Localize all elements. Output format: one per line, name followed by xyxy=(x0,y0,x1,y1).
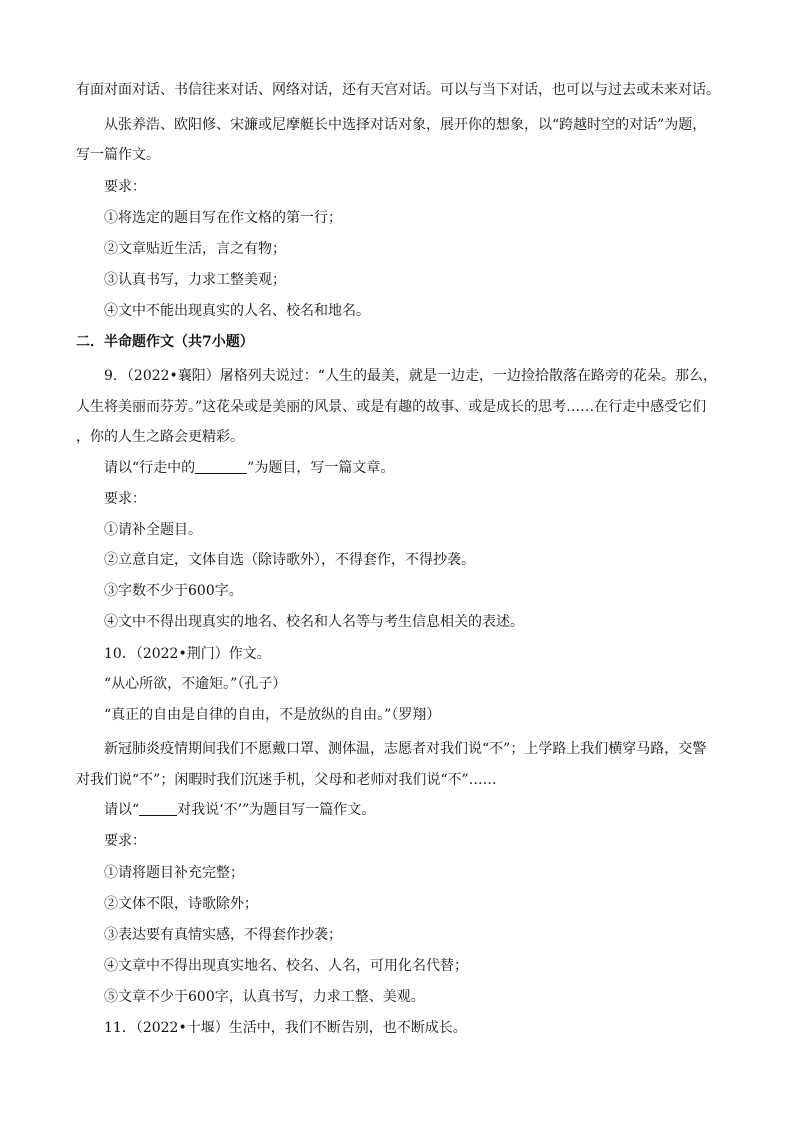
question-9-line: 9．（2022•襄阳）屠格列夫说过：“人生的最美，就是一边走，一边捡拾散落在路旁的花朵。那么， xyxy=(104,368,717,384)
fill-blank xyxy=(195,459,247,474)
quote-line: “从心所欲，不逾矩。”（孔子） xyxy=(104,676,287,692)
question-10-line: 10．（2022•荆门）作文。 xyxy=(104,646,271,662)
requirement-item: ④文中不能出现真实的人名、校名和地名。 xyxy=(104,303,370,319)
requirement-item: ⑤文章不少于600字，认真书写，力求工整、美观。 xyxy=(104,989,425,1005)
requirement-item: ①将选定的题目写在作文格的第一行； xyxy=(104,210,342,226)
question-11-line: 11．（2022•十堰）生活中，我们不断告别，也不断成长。 xyxy=(104,1020,467,1036)
requirement-item: ②文章贴近生活，言之有物； xyxy=(104,241,286,257)
paragraph-line: 有面对面对话、书信往来对话、网络对话，还有天宫对话。可以与当下对话，也可以与过去或未来对话。 xyxy=(76,82,720,98)
requirement-label: 要求： xyxy=(104,833,146,849)
paragraph-line: 写一篇作文。 xyxy=(76,147,160,163)
requirement-item: ①请将题目补充完整； xyxy=(104,865,244,881)
question-9-prompt xyxy=(104,459,394,477)
requirement-label: 要求： xyxy=(104,179,146,195)
question-9-line: 人生将美丽而芬芳。”这花朵或是美丽的风景、或是有趣的故事、或是成长的思考……在行走中感受它们 xyxy=(76,399,707,415)
question-9-line: ，你的人生之路会更精彩。 xyxy=(76,429,244,445)
prompt-text: ”为题目，写一篇文章。 xyxy=(247,460,395,476)
question-10-prompt xyxy=(104,801,375,819)
question-10-line: 对我们说“不”；闲暇时我们沉迷手机，父母和老师对我们说“不”…… xyxy=(76,772,497,788)
requirement-item: ①请补全题目。 xyxy=(104,522,202,538)
prompt-text: 对我说‘不’”为题目写一篇作文。 xyxy=(177,802,376,818)
prompt-text: 请以“行走中的 xyxy=(104,460,196,476)
fill-blank xyxy=(139,801,177,816)
question-10-line: 新冠肺炎疫情期间我们不愿戴口罩、测体温，志愿者对我们说“不”；上学路上我们横穿马路，交警 xyxy=(104,741,707,757)
requirement-label: 要求： xyxy=(104,491,146,507)
prompt-text: 请以“ xyxy=(104,802,140,818)
requirement-item: ②立意自定，文体自选（除诗歌外），不得套作，不得抄袭。 xyxy=(104,552,475,568)
requirement-item: ②文体不限，诗歌除外； xyxy=(104,896,258,912)
requirement-item: ④文章中不得出现真实地名、校名、人名，可用化名代替； xyxy=(104,958,468,974)
requirement-item: ④文中不得出现真实的地名、校名和人名等与考生信息相关的表述。 xyxy=(104,614,524,630)
requirement-item: ③表达要有真情实感，不得套作抄袭； xyxy=(104,927,342,943)
quote-line: “真正的自由是自律的自由，不是放纵的自由。”（罗翔） xyxy=(104,707,441,723)
paragraph-line: 从张养浩、欧阳修、宋濂或尼摩艇长中选择对话对象，展开你的想象，以“跨越时空的对话”为题， xyxy=(104,117,707,133)
section-heading: 二．半命题作文（共7小题） xyxy=(76,334,254,350)
requirement-item: ③认真书写，力求工整美观； xyxy=(104,272,286,288)
requirement-item: ③字数不少于600字。 xyxy=(104,583,243,599)
